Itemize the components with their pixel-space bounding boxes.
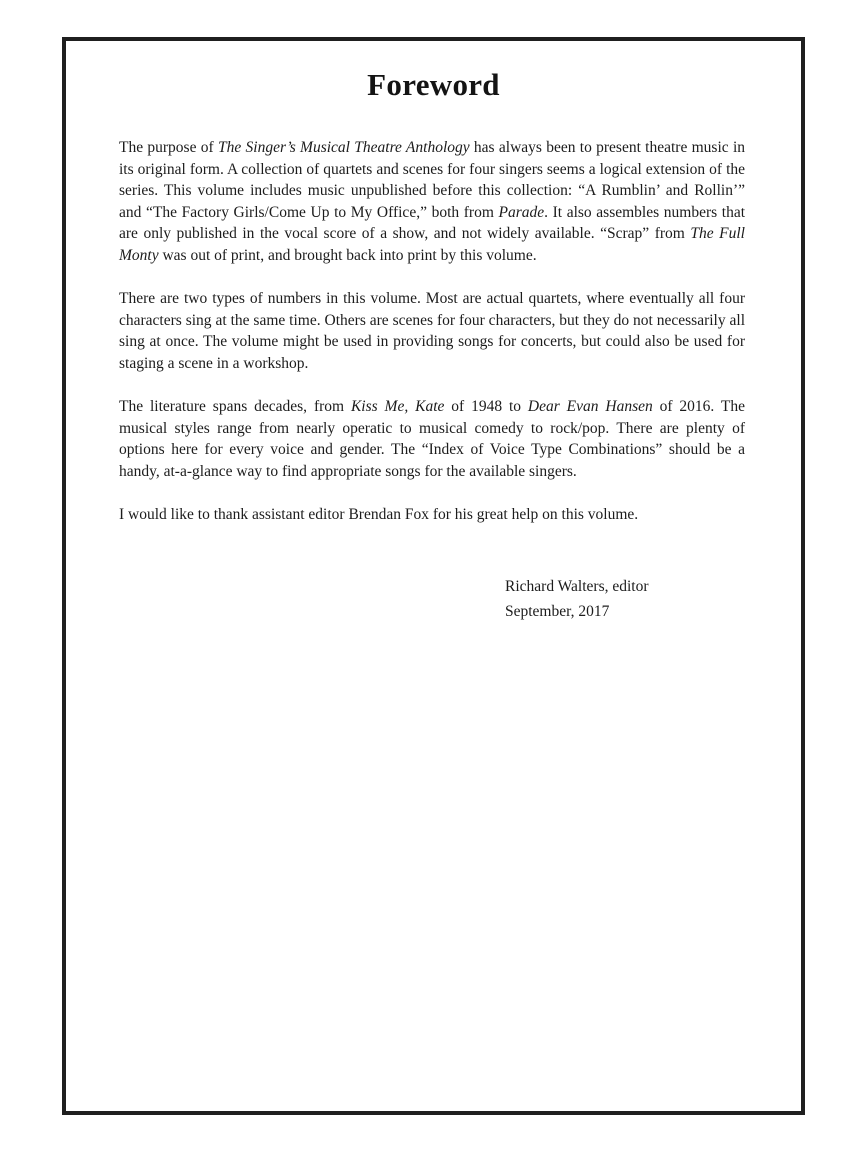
- page-border-frame: [62, 37, 805, 1115]
- signature-block: [505, 574, 745, 624]
- page-title: Foreword: [367, 67, 500, 102]
- foreword-body: [119, 137, 745, 624]
- foreword-paragraph-4: I would like to thank assistant editor Brendan Fox for his great help on this volume.: [119, 506, 639, 523]
- foreword-paragraph-1: The purpose of The Singer’s Musical Theatre Anthology has always been to present theatre music in its original form. A collection of quartets and scenes for four singers seems a logical extension of the series. This volume includes music unpublished before this collection: “A Rumblin’ and Rollin’” and “The Factory Girls/Come Up to My Office,” both from Parade. It also assembles numbers that are only published in the vocal score of a show, and not widely available. “Scrap” from The Full Monty was out of print, and brought back into print by this volume.: [119, 139, 746, 264]
- foreword-paragraph-3: The literature spans decades, from Kiss Me, Kate of 1948 to Dear Evan Hansen of 2016. The musical styles range from nearly operatic to musical comedy to rock/pop. There are plenty of options here for every voice and gender. The “Index of Voice Type Combinations” should be a handy, at-a-glance way to find appropriate songs for the available singers.: [119, 398, 745, 480]
- signature-editor-name: Richard Walters, editor: [505, 577, 649, 595]
- signature-date: September, 2017: [505, 602, 610, 620]
- foreword-paragraph-2: There are two types of numbers in this volume. Most are actual quartets, where eventually all four characters sing at the same time. Others are scenes for four characters, but they do not necessarily all sing at once. The volume might be used in providing songs for concerts, but could also be used for staging a scene in a workshop.: [119, 290, 745, 372]
